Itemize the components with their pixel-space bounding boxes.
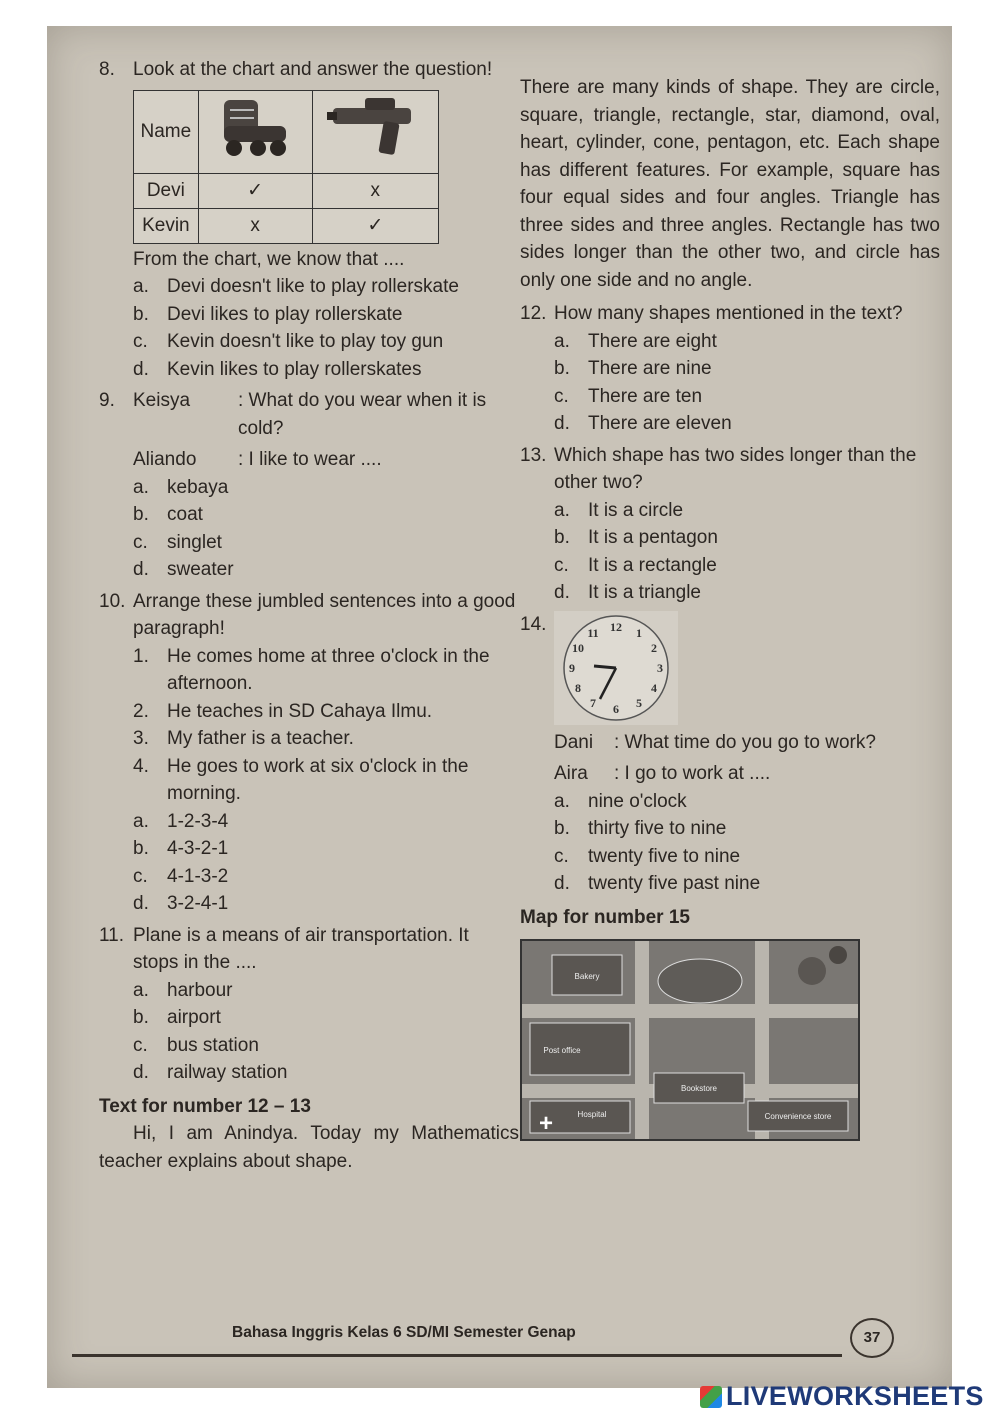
option-c[interactable]	[554, 552, 940, 580]
option-c[interactable]	[133, 529, 519, 557]
option-text: nine o'clock	[588, 790, 687, 812]
option-text: It is a circle	[588, 499, 684, 521]
brand-watermark	[700, 1381, 984, 1412]
question-9	[99, 387, 519, 584]
map-15	[520, 904, 940, 1142]
rollerskate-icon	[198, 90, 312, 173]
option-text: 4-3-2-1	[167, 838, 229, 859]
question-14	[520, 611, 940, 898]
page-footer	[72, 1318, 897, 1368]
option-d[interactable]	[133, 556, 519, 584]
speaker: Dani	[554, 731, 594, 753]
dialog-text: : What do you wear when it is cold?	[238, 390, 487, 439]
clock-number: 4	[651, 680, 657, 695]
options	[133, 977, 519, 1087]
option-text: railway station	[167, 1062, 288, 1083]
option-a[interactable]	[554, 328, 940, 356]
question-number: 8.	[99, 59, 115, 80]
clock-icon	[554, 611, 678, 725]
option-letter: a.	[133, 276, 149, 297]
clock-number: 11	[587, 625, 599, 640]
option-d[interactable]	[133, 1059, 519, 1087]
dialog-line	[133, 387, 519, 442]
options	[554, 788, 940, 898]
chart-row-name: Devi	[134, 173, 199, 208]
option-letter: d.	[554, 873, 570, 894]
post-office-label: Post office	[543, 1046, 581, 1055]
option-text: There are eleven	[588, 413, 732, 434]
option-text: It is a triangle	[588, 582, 701, 603]
toy-gun-icon	[312, 90, 438, 173]
option-letter: a.	[554, 790, 570, 812]
clock-number: 9	[569, 660, 575, 675]
option-letter: d.	[554, 582, 570, 603]
option-text: There are ten	[588, 385, 703, 407]
sentence-number: 2.	[133, 700, 149, 722]
option-text: airport	[167, 1007, 221, 1028]
clock-number: 2	[651, 640, 657, 655]
brand-text: LIVEWORKSHEETS	[726, 1381, 984, 1411]
question-number: 12.	[520, 303, 547, 324]
options	[133, 474, 519, 584]
option-text: Kevin doesn't like to play toy gun	[167, 331, 444, 352]
clock-number: 12	[610, 619, 622, 634]
option-text: singlet	[167, 531, 222, 553]
sentence	[133, 643, 519, 698]
option-a[interactable]	[554, 788, 940, 816]
footer-title: Bahasa Inggris Kelas 6 SD/MI Semester Genap	[232, 1324, 576, 1341]
option-letter: b.	[554, 358, 570, 379]
option-letter: d.	[133, 358, 149, 380]
question-number: 11.	[99, 924, 125, 946]
sentence-text: He teaches in SD Cahaya Ilmu.	[167, 700, 433, 722]
option-text: 4-1-3-2	[167, 865, 229, 887]
option-text: Kevin likes to play rollerskates	[167, 358, 422, 380]
option-letter: d.	[133, 559, 149, 580]
chart-row-name: Kevin	[134, 208, 199, 243]
bookstore-label: Bookstore	[680, 1084, 718, 1093]
option-text: harbour	[167, 979, 233, 1001]
question-prompt: Which shape has two sides longer than the other two?	[554, 444, 917, 493]
option-d[interactable]	[133, 890, 519, 918]
option-letter: b.	[133, 504, 149, 525]
option-b[interactable]	[133, 301, 519, 329]
chart-cell: ✓	[198, 173, 312, 208]
book-page	[47, 26, 952, 1388]
option-letter: b.	[133, 838, 149, 859]
clock-figure	[554, 611, 940, 729]
dialog-line	[133, 446, 519, 474]
option-d[interactable]	[554, 870, 940, 898]
text-intro: Hi, I am Anindya. Today my Mathematics teacher explains about shape.	[99, 1123, 519, 1172]
tree-icon	[798, 957, 826, 985]
option-d[interactable]	[554, 410, 940, 438]
option-d[interactable]	[133, 356, 519, 384]
dialog-line	[554, 760, 940, 788]
question-8	[99, 56, 519, 383]
option-a[interactable]	[133, 977, 519, 1005]
map-image	[520, 939, 860, 1141]
clock-number: 8	[575, 680, 581, 695]
option-c[interactable]	[133, 1032, 519, 1060]
footer-rule	[72, 1354, 842, 1357]
option-b[interactable]	[554, 355, 940, 383]
option-a[interactable]	[554, 497, 940, 525]
question-number: 10.	[99, 590, 126, 612]
sentence-text: He goes to work at six o'clock in the morning.	[167, 755, 469, 804]
option-text: It is a rectangle	[588, 554, 717, 576]
liveworksheets-logo-icon	[700, 1386, 722, 1408]
option-letter: c.	[133, 531, 148, 553]
page-number: 37	[850, 1318, 894, 1358]
option-d[interactable]	[554, 579, 940, 607]
options	[133, 808, 519, 918]
sentence	[133, 698, 519, 726]
clock-number: 10	[572, 640, 584, 655]
dialog-text: : I like to wear ....	[238, 449, 382, 470]
option-letter: a.	[554, 499, 570, 521]
option-c[interactable]	[554, 843, 940, 871]
option-text: twenty five to nine	[588, 845, 741, 867]
option-letter: b.	[133, 1007, 149, 1028]
sentence	[133, 725, 519, 753]
hour-hand	[594, 666, 616, 668]
options	[554, 328, 940, 438]
option-text: There are nine	[588, 358, 712, 379]
clock-number: 5	[636, 695, 642, 710]
option-letter: a.	[133, 810, 149, 832]
option-letter: a.	[554, 330, 570, 352]
option-text: bus station	[167, 1034, 259, 1056]
option-letter: a.	[133, 476, 149, 498]
option-letter: b.	[133, 303, 149, 325]
options	[133, 273, 519, 383]
option-letter: c.	[133, 1034, 148, 1056]
option-text: coat	[167, 504, 203, 525]
question-prompt: How many shapes mentioned in the text?	[554, 303, 903, 324]
question-number: 13.	[520, 444, 547, 466]
speaker: Aira	[554, 763, 588, 784]
chart-table	[133, 90, 439, 244]
option-text: Devi likes to play rollerskate	[167, 303, 403, 325]
park-area	[658, 959, 742, 1003]
option-letter: b.	[554, 527, 570, 548]
left-column	[99, 56, 519, 1175]
hospital-label: Hospital	[577, 1110, 607, 1119]
question-prompt: Plane is a means of air transportation. It stops in the ....	[133, 924, 469, 973]
option-text: There are eight	[588, 330, 717, 352]
option-text: 1-2-3-4	[167, 810, 229, 832]
clock-number: 1	[636, 625, 642, 640]
map-heading: Map for number 15	[520, 906, 690, 928]
option-text: 3-2-4-1	[167, 893, 229, 914]
option-c[interactable]	[133, 328, 519, 356]
tree-icon	[829, 946, 847, 964]
jumbled-sentences	[133, 643, 519, 808]
chart-cell: ✓	[312, 208, 438, 243]
speaker: Aliando	[133, 449, 197, 470]
clock-number: 7	[590, 695, 596, 710]
question-stem: From the chart, we know that ....	[133, 248, 405, 270]
option-a[interactable]	[133, 273, 519, 301]
option-text: kebaya	[167, 476, 229, 498]
option-text: thirty five to nine	[588, 818, 727, 839]
option-c[interactable]	[133, 863, 519, 891]
sentence-number: 3.	[133, 728, 149, 749]
question-13	[520, 442, 940, 607]
option-letter: c.	[133, 331, 148, 352]
speaker: Keisya	[133, 390, 191, 411]
sentence-number: 1.	[133, 645, 149, 667]
option-letter: b.	[554, 818, 570, 839]
question-prompt: Arrange these jumbled sentences into a good paragraph!	[133, 590, 516, 639]
right-column	[520, 74, 940, 1141]
option-a[interactable]	[133, 474, 519, 502]
question-prompt: Look at the chart and answer the question!	[133, 59, 493, 80]
convenience-store-label: Convenience store	[764, 1112, 832, 1121]
dialog-text: : I go to work at ....	[614, 763, 771, 784]
clock-number: 6	[613, 701, 619, 716]
option-letter: c.	[554, 845, 569, 867]
chart-header-name: Name	[134, 90, 199, 173]
option-b[interactable]	[133, 835, 519, 863]
option-text: sweater	[167, 559, 234, 580]
question-10	[99, 588, 519, 918]
option-letter: d.	[554, 413, 570, 434]
text-12-13	[99, 1093, 519, 1176]
bakery-label: Bakery	[574, 972, 600, 981]
option-letter: a.	[133, 979, 149, 1001]
sentence-number: 4.	[133, 755, 149, 777]
option-a[interactable]	[133, 808, 519, 836]
option-b[interactable]	[133, 1004, 519, 1032]
option-b[interactable]	[554, 815, 940, 843]
option-b[interactable]	[554, 524, 940, 552]
dialog-line	[554, 729, 940, 757]
chart-cell: x	[198, 208, 312, 243]
option-letter: c.	[133, 865, 148, 887]
option-text: twenty five past nine	[588, 873, 761, 894]
section-heading: Text for number 12 – 13	[99, 1095, 311, 1117]
option-b[interactable]	[133, 501, 519, 529]
option-letter: d.	[133, 893, 149, 914]
chart-cell: x	[312, 173, 438, 208]
option-c[interactable]	[554, 383, 940, 411]
clock-number: 3	[657, 660, 663, 675]
question-12	[520, 300, 940, 438]
question-number: 14.	[520, 613, 547, 635]
option-text: It is a pentagon	[588, 527, 718, 548]
plus-icon: +	[538, 1110, 554, 1137]
question-number: 9.	[99, 390, 115, 411]
option-letter: d.	[133, 1062, 149, 1083]
option-letter: c.	[554, 385, 569, 407]
sentence	[133, 753, 519, 808]
options	[554, 497, 940, 607]
text-body: There are many kinds of shape. They are circle, square, triangle, rectangle, star, diamond, oval, heart, cylinder, cone, pentagon, etc. Each shape has different features. For example, square has four equal sides and four angles. Triangle has three sides and three angles. Rectangle has two sides longer than the other two, and circle has only one side and no angle.	[520, 77, 940, 291]
option-text: Devi doesn't like to play rollerskate	[167, 276, 459, 297]
question-11	[99, 922, 519, 1087]
sentence-text: My father is a teacher.	[167, 728, 354, 749]
dialog-text: : What time do you go to work?	[614, 731, 876, 753]
sentence-text: He comes home at three o'clock in the afternoon.	[167, 645, 490, 694]
option-letter: c.	[554, 554, 569, 576]
